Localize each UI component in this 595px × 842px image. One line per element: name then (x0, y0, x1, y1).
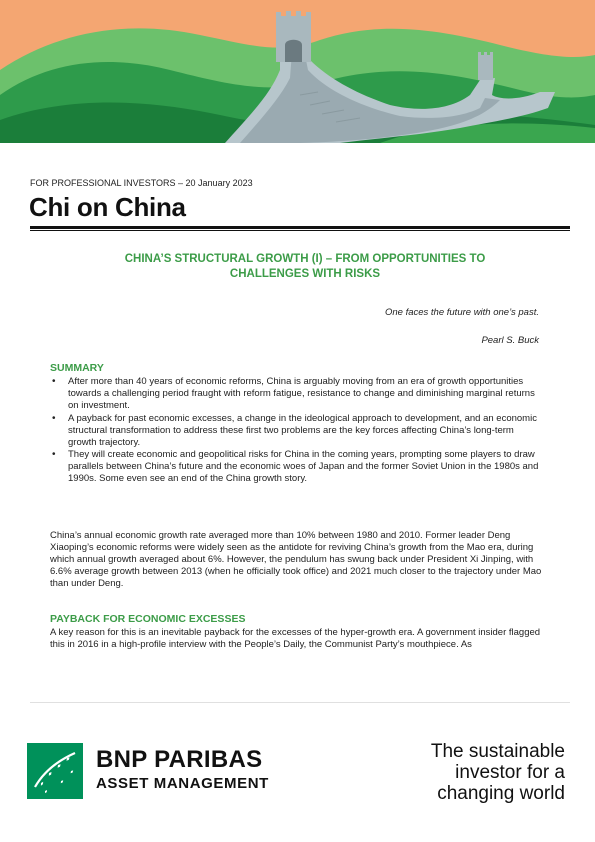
tagline-line-3: changing world (437, 783, 565, 804)
title-rule-thin (30, 230, 570, 231)
document-eyebrow: FOR PROFESSIONAL INVESTORS – 20 January 2023 (30, 178, 253, 188)
intro-paragraph: China’s annual economic growth rate averaged more than 10% between 1980 and 2010. Former leader Deng Xiaoping’s economic reforms were widely seen as the antidote for reviving China’s growth from the Mao era, during which annual growth averaged about 6%. However, the pendulum has swung back under President Xi Jinping, with 6.6% average growth between 2013 (when he officially took office) and 2021 much closer to the trajectory under Mao than under Deng. (50, 530, 542, 589)
section-paragraph-payback: A key reason for this is an inevitable payback for the excesses of the hyper-growth era. A government insider flagged this in 2016 in a high-profile interview with the People’s Daily, the Communist Party’s mouthpiece. As (50, 627, 541, 650)
bnp-paribas-logo-icon (27, 743, 83, 799)
summary-list (50, 376, 542, 486)
summary-title: SUMMARY (50, 362, 104, 374)
document-title: Chi on China (29, 192, 186, 222)
brand-subtitle: ASSET MANAGEMENT (96, 775, 269, 792)
epigraph-author: Pearl S. Buck (481, 335, 539, 346)
brand-name: BNP PARIBAS (96, 746, 263, 773)
title-rule-thick (30, 226, 570, 229)
summary-bullet: • They will create economic and geopolitical risks for China in the coming years, prompting some players to draw parallels between China’s future and the economic woes of Japan and the former Soviet Union in the 1980s and 1990s. Some even see an end of the China growth story. (50, 449, 542, 485)
summary-bullet: • After more than 40 years of economic reforms, China is arguably moving from an era of growth opportunities towards a challenging period fraught with reform fatigue, resistance to change and diminishing marginal returns on investment. (50, 376, 542, 412)
section-title-payback: PAYBACK FOR ECONOMIC EXCESSES (50, 613, 246, 625)
article-heading-line-2: CHALLENGES WITH RISKS (229, 268, 381, 280)
article-heading (60, 252, 550, 282)
summary-bullet: • A payback for past economic excesses, a change in the ideological approach to development, and an economic structural transformation to address these first two problems are the key forces affecting China’s long-term growth trajectory. (50, 413, 542, 449)
footer-divider (30, 702, 570, 703)
tagline-line-1: The sustainable (430, 741, 565, 762)
tagline-line-2: investor for a (455, 762, 565, 783)
great-wall-banner-illustration (0, 0, 595, 143)
epigraph-quote: One faces the future with one’s past. (384, 307, 539, 318)
article-heading-line-1: CHINA’S STRUCTURAL GROWTH (I) – FROM OPPORTUNITIES TO (124, 253, 486, 265)
brand-tagline (431, 741, 565, 804)
